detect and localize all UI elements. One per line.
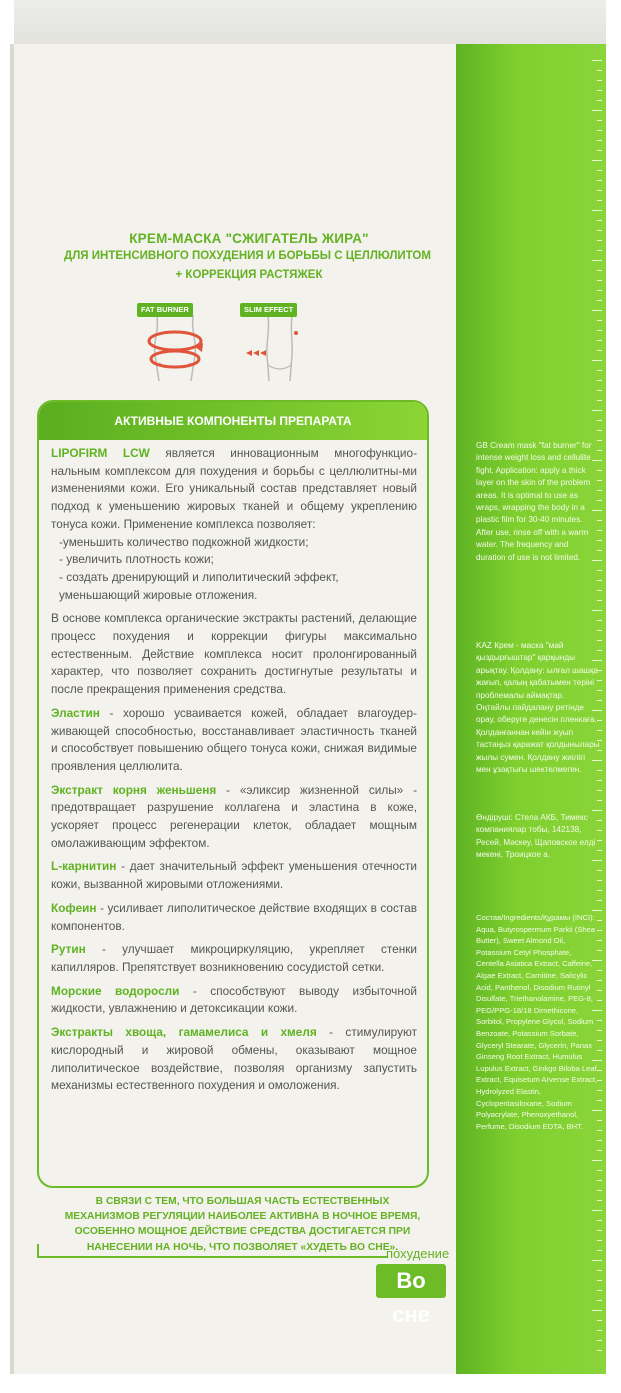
ruler-tick <box>597 290 602 291</box>
ruler-tick <box>597 80 602 81</box>
ingredient-name: Морские водоросли <box>51 983 180 998</box>
ruler-tick <box>597 130 602 131</box>
product-title: КРЕМ-МАСКА "СЖИГАТЕЛЬ ЖИРА" <box>129 231 369 246</box>
ruler-tick <box>597 1170 602 1171</box>
ruler-tick <box>597 1140 602 1141</box>
ingredient-name: Эластин <box>51 705 100 720</box>
product-subtitle-2: + КОРРЕКЦИЯ РАСТЯЖЕК <box>175 269 323 281</box>
ingredient-name: L-карнитин <box>51 859 117 874</box>
ruler-tick <box>597 340 602 341</box>
fat-burner-badge: FAT BURNER <box>137 303 193 317</box>
panel-body <box>39 440 427 1095</box>
ruler-tick <box>597 880 602 881</box>
ruler-tick <box>597 180 602 181</box>
ruler-tick <box>597 100 602 101</box>
ruler-tick <box>592 60 602 61</box>
ingredient-name: Экстракты хвоща, гамамелиса и хмеля <box>51 1025 317 1040</box>
ruler-tick <box>597 1230 602 1231</box>
ruler-tick <box>597 120 602 121</box>
ruler-tick <box>597 220 602 221</box>
ruler-tick <box>597 600 602 601</box>
ingredient-text: - усиливает липолитическое действие входящих в состав компонентов. <box>51 900 417 933</box>
logo-line-2: Во сне <box>376 1264 446 1298</box>
ruler-tick <box>597 1320 602 1321</box>
ruler-tick <box>597 140 602 141</box>
ruler-tick <box>597 620 602 621</box>
ruler-tick <box>592 210 602 211</box>
side-text-manufacturer: Өндіруші: Стела АКБ, Тимекс компаниялар тобы, 142138, Ресей, Мәскеу, Щаповское елді мекені, Троицкое а. <box>476 813 596 860</box>
ruler-tick <box>592 610 602 611</box>
slim-effect-badge: SLIM EFFECT <box>240 303 297 317</box>
brand-logo <box>382 1246 452 1327</box>
ingredient-text: - способствуют выводу избыточной жидкости, увлажнению и детоксикации кожи. <box>51 983 417 1016</box>
ruler-tick <box>597 250 602 251</box>
box-top-flap <box>14 0 606 46</box>
ruler-tick <box>597 1240 602 1241</box>
ruler-tick <box>597 150 602 151</box>
ruler-tick <box>592 810 602 811</box>
ruler-tick <box>597 420 602 421</box>
ruler-tick <box>597 1280 602 1281</box>
ingredient-text: - улучшает микроциркуляцию, укрепляет стенки капилляров. Препятствует возникновению сосудистой сетки. <box>51 942 417 974</box>
ruler-tick <box>597 1180 602 1181</box>
ruler-tick <box>597 380 602 381</box>
ruler-tick <box>597 320 602 321</box>
side-text-composition: Состав/Ingredients/Құрамы (INCI): Aqua, Butyrospermum Parkii (Shea Butter), Sweet Almond Oil, Potassium Cetyl Phosphate, Centella Asiatica Extract, Caffeine, Algae Extract, Carnitine, Salicylic Acid, Panthenol, Disodium Rutinyl Disulfate, Triethanolamine, PEG-8, PEG/PPG-18/18 Dimethicone, Sorbitol, Propylene Glycol, Sodium Benzoate, Potassium Sorbate, Glyceryl Stearate, Glycerin, Panax Ginseng Root Extract, Humulus Lupulus Extract, Ginkgo Biloba Leaf Extract, Equisetum Arvense Extract, Hydrolyzed Elastin, Cyclopentasiloxane, Sodium Polyacrylate, Phenoxyethanol, Perfume, Disodium EDTA, BHT. <box>476 913 598 1131</box>
ruler-tick <box>597 270 602 271</box>
ingredient-text: - дает значительный эффект уменьшения отечности кожи, вызванной жировыми отложениями. <box>51 859 417 892</box>
ruler-tick <box>597 630 602 631</box>
ruler-tick <box>597 1190 602 1191</box>
bottom-border-line <box>37 1256 387 1258</box>
ruler-tick <box>592 1210 602 1211</box>
ruler-tick <box>597 280 602 281</box>
ruler-tick <box>597 200 602 201</box>
ruler-tick <box>597 300 602 301</box>
base-paragraph: В основе комплекса органические экстракты растений, делающие процесс похудения и коррекции фигуры максимально естественным. Действие комплекса носит пролонгированный характер, что позволяет сохранить достигнутые результаты и после прекращения применения средства. <box>51 611 417 697</box>
ruler-tick <box>597 1200 602 1201</box>
ruler-tick <box>597 790 602 791</box>
ruler-tick <box>597 900 602 901</box>
ruler-tick <box>592 1310 602 1311</box>
ruler-tick <box>597 90 602 91</box>
ruler-tick <box>597 1270 602 1271</box>
ruler-tick <box>597 570 602 571</box>
ruler-tick <box>597 170 602 171</box>
ruler-tick <box>597 240 602 241</box>
ruler-tick <box>597 1290 602 1291</box>
ruler-tick <box>592 110 602 111</box>
ruler-tick <box>592 160 602 161</box>
ruler-tick <box>597 190 602 191</box>
bullet-item: - увеличить плотность кожи; <box>59 552 214 567</box>
side-text-gb: GB Cream mask "fat burner" for intense weight loss and cellulite fight. Application: apply a thick layer on the skin of the problem areas. It is optimal to use as wraps, wrapping the body in a plastic film for 30-40 minutes. After use, rinse off with a warm water. The frequency and duration of use is not limited. <box>476 441 592 562</box>
ruler-tick <box>597 780 602 781</box>
logo-line-1: похудение <box>386 1246 450 1261</box>
ruler-tick <box>592 310 602 311</box>
ruler-tick <box>597 1350 602 1351</box>
ingredient-text: - стимулируют кислородный и жировой обмены, оказывают мощное липолитическое воздействие, позволяя организму запустить механизмы естественного похудения и омоложения. <box>51 1025 417 1093</box>
active-components-panel <box>37 400 429 1188</box>
fat-burner-illustration <box>135 303 215 383</box>
ruler-tick <box>597 870 602 871</box>
ingredient-name: Рутин <box>51 942 86 957</box>
side-text-kaz: KAZ Крем - маска "май қыздырғыштар" қарқынды арықтау. Қолдану: ылғал шашқа жағып, қалың қабатымен теріні проблемалы аймақтар. Оңтайлы пайдалану ретінде орау, оберуге денесін пленкаға. Қолданғаннан кейін жуып тастаңыз қаражат қолдынылары жылы сумен. Қолдану жиілігі мен ұзақтығы шектелмеген. <box>476 641 600 775</box>
ruler-tick <box>592 910 602 911</box>
ruler-tick <box>597 1330 602 1331</box>
ruler-tick <box>592 410 602 411</box>
ruler-tick <box>597 800 602 801</box>
panel-header: АКТИВНЫЕ КОМПОНЕНТЫ ПРЕПАРАТА <box>39 402 427 440</box>
slim-effect-illustration <box>238 303 318 383</box>
ruler-tick <box>597 400 602 401</box>
bullet-item: - создать дренирующий и липолитический эффект, уменьшающий жировые отложения. <box>59 569 339 602</box>
ruler-tick <box>597 1150 602 1151</box>
ruler-tick <box>597 580 602 581</box>
ruler-tick <box>597 890 602 891</box>
bullet-item: -уменьшить количество подкожной жидкости; <box>59 534 309 549</box>
ruler-tick <box>592 360 602 361</box>
ruler-tick <box>592 1260 602 1261</box>
ruler-tick <box>592 260 602 261</box>
ingredient-name: Экстракт корня женьшеня <box>51 782 217 797</box>
lipofirm-name: LIPOFIRM LCW <box>51 446 150 460</box>
ruler-tick <box>597 590 602 591</box>
ruler-tick <box>597 330 602 331</box>
ruler-tick <box>597 370 602 371</box>
ruler-tick <box>597 1340 602 1341</box>
ruler-tick <box>597 430 602 431</box>
ruler-tick <box>597 350 602 351</box>
lipofirm-text: является инновационным многофункцио-нальным комплексом для похудения и борьбы с целлюлитны-ми изменениями кожи. Его уникальный состав представляет новый подход к уменьшению жировых тканей и общему укреплению тонуса кожи. Применение комплекса позволяет: <box>51 446 418 531</box>
ruler-tick <box>597 230 602 231</box>
ingredient-name: Кофеин <box>51 900 97 915</box>
ingredient-text: - «эликсир жизненной силы» - предотвращает разрушение коллагена и эластина в коже, ускоряет процесс регенерации клеток, обладает мощным омолаживающим эффектом. <box>51 782 417 850</box>
ruler-tick <box>597 1220 602 1221</box>
ruler-tick <box>597 390 602 391</box>
ingredient-text: - хорошо усваивается кожей, обладает влагоудер-живающей способностью, восстанавливает эластичность тканей и способствует повышению общего тонуса кожи, снижая видимые проявления целлюлита. <box>51 705 417 773</box>
closing-statement: В СВЯЗИ С ТЕМ, ЧТО БОЛЬШАЯ ЧАСТЬ ЕСТЕСТВЕННЫХ МЕХАНИЗМОВ РЕГУЛЯЦИИ НАИБОЛЕЕ АКТИВНА В НОЧНОЕ ВРЕМЯ, ОСОБЕННО МОЩНОЕ ДЕЙСТВИЕ СРЕДСТВА ДОСТИГАЕТСЯ ПРИ НАНЕСЕНИИ НА НОЧЬ, ЧТО ПОЗВОЛЯЕТ «ХУДЕТЬ ВО СНЕ». <box>64 1196 421 1253</box>
ruler-tick <box>597 1300 602 1301</box>
ruler-tick <box>597 70 602 71</box>
ruler-tick <box>597 1250 602 1251</box>
product-subtitle: ДЛЯ ИНТЕНСИВНОГО ПОХУДЕНИЯ И БОРЬБЫ С ЦЕЛЛЮЛИТОМ <box>64 250 431 262</box>
ruler-tick <box>592 1160 602 1161</box>
